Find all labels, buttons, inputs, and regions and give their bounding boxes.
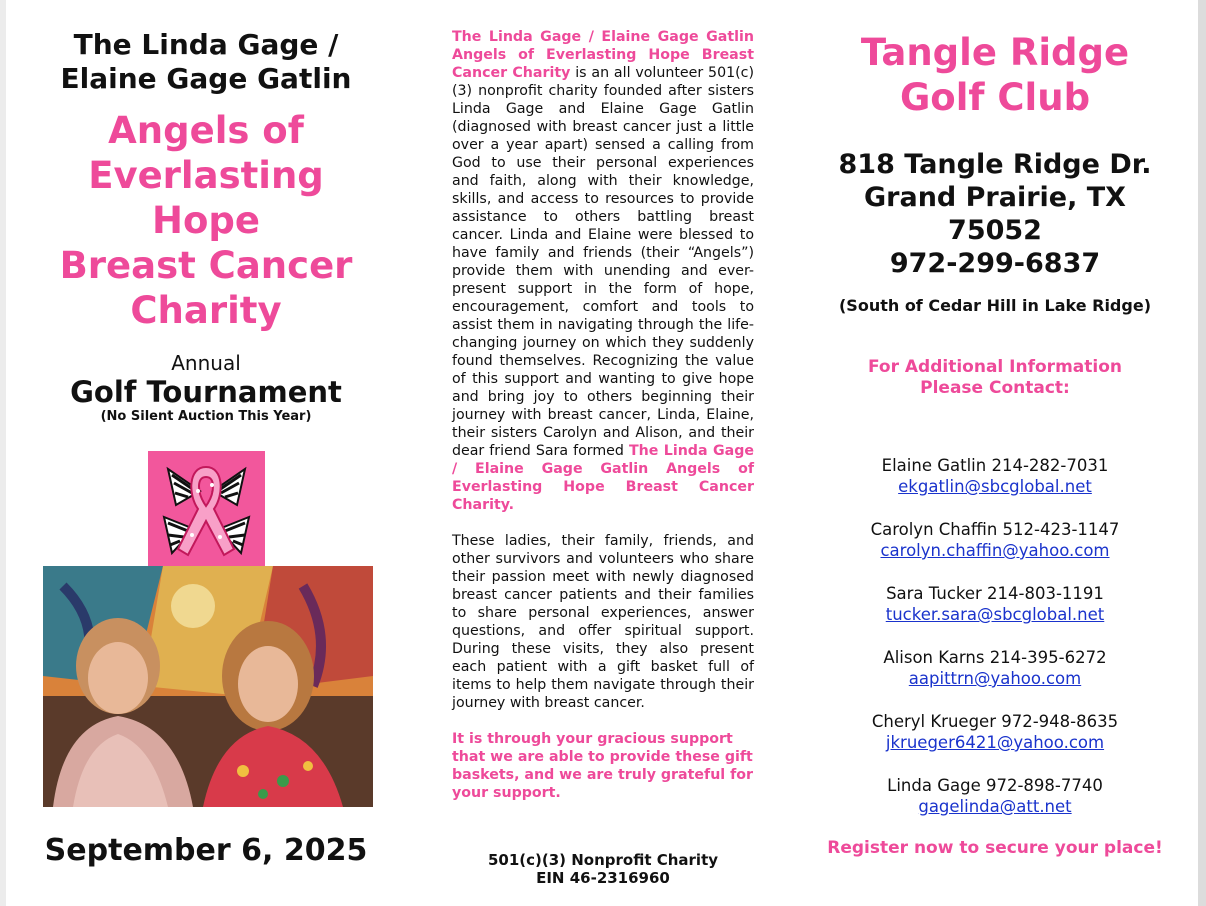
charity-name-inline: The Linda Gage / Elaine Gage Gatlin Angels of Everlasting Hope Breast Cancer Charity [452, 29, 754, 81]
mission-paragraph: These ladies, their family, friends, and other survivors and volunteers who share their passion meet with newly diagnosed breast cancer patients and their families to share personal experiences, answer questions, and offer spiritual support. During these visits, they also present each patient with a gift basket full of items to help them navigate through their journey with breast cancer. [452, 533, 754, 711]
contact-item [820, 519, 1170, 561]
contact-name: Linda Gage 972-898-7740 [887, 776, 1103, 795]
charity-name-line: Angels of [108, 109, 304, 152]
contact-name: Elaine Gatlin 214-282-7031 [881, 456, 1109, 475]
gratitude-paragraph: It is through your gracious support that we are able to provide these gift baskets, and we are truly grateful for your support. [452, 731, 754, 801]
contact-email-link[interactable]: carolyn.chaffin@yahoo.com [880, 541, 1110, 560]
charity-name-line: Everlasting Hope [88, 154, 324, 242]
contact-name: Alison Karns 214-395-6272 [883, 648, 1107, 667]
nonprofit-info [382, 851, 824, 887]
page-edge [1198, 0, 1206, 906]
event-date: September 6, 2025 [44, 833, 368, 868]
contact-name: Cheryl Krueger 972-948-8635 [871, 712, 1119, 731]
annual-label: Annual [171, 351, 241, 375]
org-title-line2: Elaine Gage Gatlin [60, 62, 352, 95]
contact-heading [820, 357, 1170, 399]
address-city: Grand Prairie, TX 75052 [864, 182, 1126, 246]
contact-item [820, 455, 1170, 497]
org-title-line1: The Linda Gage / [73, 28, 339, 61]
contact-item [820, 711, 1170, 753]
charity-name-line: Charity [130, 289, 282, 332]
contact-name: Sara Tucker 214-803-1191 [886, 584, 1104, 603]
venue-name [820, 30, 1170, 120]
contact-email-link[interactable]: ekgatlin@sbcglobal.net [898, 477, 1092, 496]
ein-number: EIN 46-2316960 [536, 869, 670, 887]
address-street: 818 Tangle Ridge Dr. [838, 149, 1152, 180]
about-paragraph [452, 28, 754, 514]
left-panel [36, 28, 376, 568]
location-note: (South of Cedar Hill in Lake Ridge) [838, 296, 1151, 315]
contact-heading-line1: For Additional Information [868, 357, 1122, 377]
contact-email-link[interactable]: tucker.sara@sbcglobal.net [885, 605, 1105, 624]
charity-name [36, 108, 376, 333]
contact-email-link[interactable]: gagelinda@att.net [918, 797, 1072, 816]
event-title: Golf Tournament [70, 375, 342, 409]
charity-name-line: Breast Cancer [59, 244, 353, 287]
contact-list [820, 455, 1170, 817]
pink-ribbon-logo-icon [148, 451, 265, 568]
about-text: is an all volunteer 501(c)(3) nonprofit charity founded after sisters Linda Gage and Elaine Gage Gatlin (diagnosed with breast cancer just a little over a year apart) sensed a calling from God to use their personal experiences and faith, along with their knowledge, skills, and access to resources to provide assistance to others battling breast cancer. Linda and Elaine were blessed to have family and friends (their “Angels”) provide them with unending and ever-present support in the form of hope, encouragement, comfort and tools to assist them in navigating through the life-changing journey on which they suddenly found themselves. Recognizing the value of this support and wanting to give hope and bring joy to others beginning their journey with breast cancer, Linda, Elaine, their sisters Carolyn and Alison, and their dear friend Sara formed [452, 65, 755, 459]
contact-item [820, 647, 1170, 689]
contact-email-link[interactable]: aapittrn@yahoo.com [908, 669, 1082, 688]
two-women-photo [43, 566, 373, 807]
venue-name-line2: Golf Club [899, 76, 1091, 119]
register-call-to-action: Register now to secure your place! [827, 838, 1163, 858]
contact-item [820, 775, 1170, 817]
contact-email-link[interactable]: jkrueger6421@yahoo.com [885, 733, 1105, 752]
venue-phone: 972-299-6837 [889, 248, 1101, 279]
right-panel [820, 30, 1170, 839]
contact-item [820, 583, 1170, 625]
auction-note: (No Silent Auction This Year) [100, 409, 312, 424]
charity-name-inline-end: The Linda Gage / Elaine Gage Gatlin Angels of Everlasting Hope Breast Cancer Charity. [452, 443, 754, 513]
middle-panel [452, 28, 754, 802]
venue-address [820, 148, 1170, 280]
nonprofit-status: 501(c)(3) Nonprofit Charity [487, 851, 719, 869]
contact-heading-line2: Please Contact: [920, 378, 1070, 398]
contact-name: Carolyn Chaffin 512-423-1147 [870, 520, 1120, 539]
venue-name-line1: Tangle Ridge [860, 31, 1130, 74]
